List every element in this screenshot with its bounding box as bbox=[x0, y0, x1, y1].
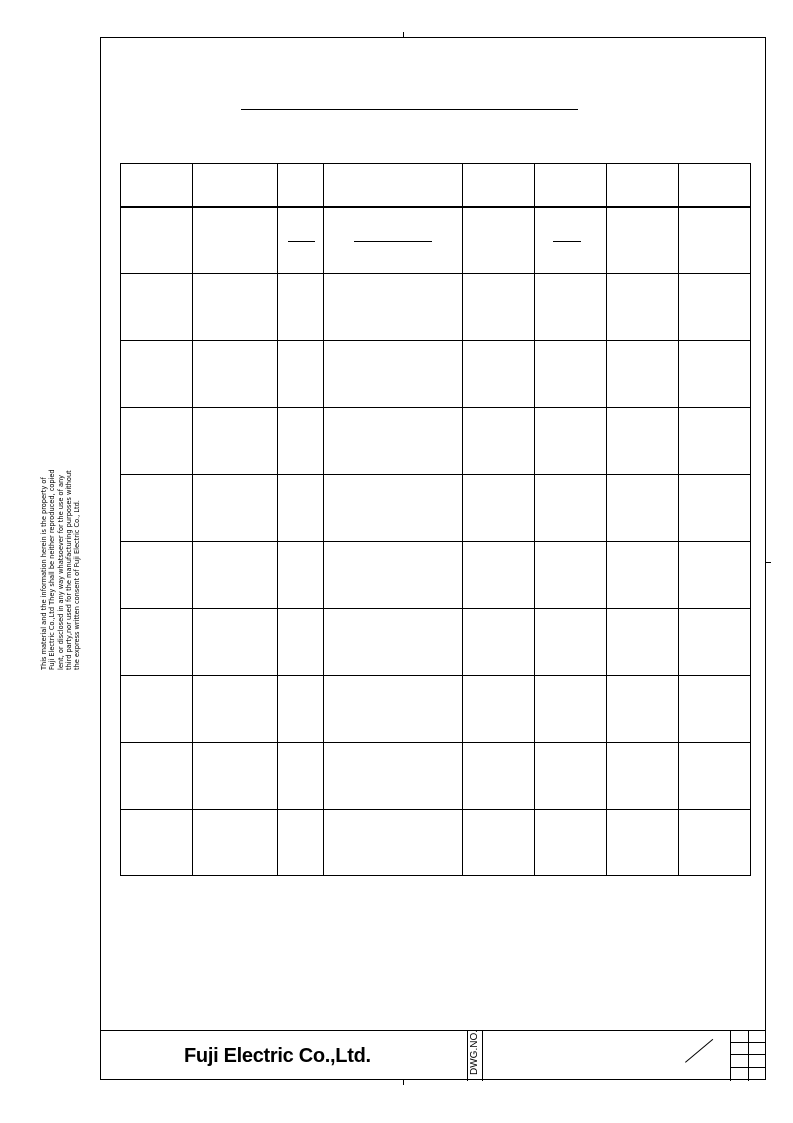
revision-grid bbox=[730, 1031, 766, 1081]
revision-divider bbox=[748, 1031, 749, 1081]
column-divider bbox=[462, 164, 463, 875]
header-divider bbox=[121, 206, 750, 208]
column-divider bbox=[606, 164, 607, 875]
company-name: Fuji Electric Co.,Ltd. bbox=[184, 1045, 371, 1067]
column-divider bbox=[192, 164, 193, 875]
column-divider bbox=[323, 164, 324, 875]
cell-underline bbox=[288, 241, 315, 242]
right-middle-tick bbox=[766, 562, 771, 563]
row-divider bbox=[121, 675, 750, 676]
column-divider bbox=[534, 164, 535, 875]
row-divider bbox=[121, 809, 750, 810]
column-divider bbox=[277, 164, 278, 875]
title-block bbox=[100, 1030, 766, 1080]
drawing-number-label: DWG.NO. bbox=[469, 1030, 480, 1075]
notice-line: the express written consent of Fuji Electric Co., Ltd. bbox=[73, 500, 82, 670]
cell-underline bbox=[354, 241, 432, 242]
notice-line: lent, or disclosed in any way whatsoever for the use of any bbox=[56, 474, 65, 670]
row-divider bbox=[121, 340, 750, 341]
row-divider bbox=[121, 608, 750, 609]
specification-table bbox=[120, 163, 751, 876]
bottom-center-tick bbox=[403, 1080, 404, 1085]
revision-divider bbox=[731, 1067, 766, 1068]
row-divider bbox=[121, 474, 750, 475]
notice-line: third party,nor used for the manufacturing purposes without bbox=[64, 470, 73, 670]
confidentiality-notice bbox=[40, 420, 81, 670]
cell-underline bbox=[553, 241, 581, 242]
row-divider bbox=[121, 541, 750, 542]
revision-divider bbox=[731, 1042, 766, 1043]
notice-line: Fuji Electric Co.,Ltd They shall be neither reproduced, copied bbox=[48, 469, 57, 670]
revision-divider bbox=[731, 1054, 766, 1055]
sheet-slash bbox=[685, 1039, 713, 1063]
title-underline bbox=[241, 109, 578, 110]
row-divider bbox=[121, 407, 750, 408]
drawing-number-label-box bbox=[467, 1031, 483, 1081]
top-center-tick bbox=[403, 32, 404, 37]
row-divider bbox=[121, 273, 750, 274]
column-divider bbox=[678, 164, 679, 875]
row-divider bbox=[121, 742, 750, 743]
notice-line: This material and the information herein is the property of bbox=[40, 477, 48, 670]
